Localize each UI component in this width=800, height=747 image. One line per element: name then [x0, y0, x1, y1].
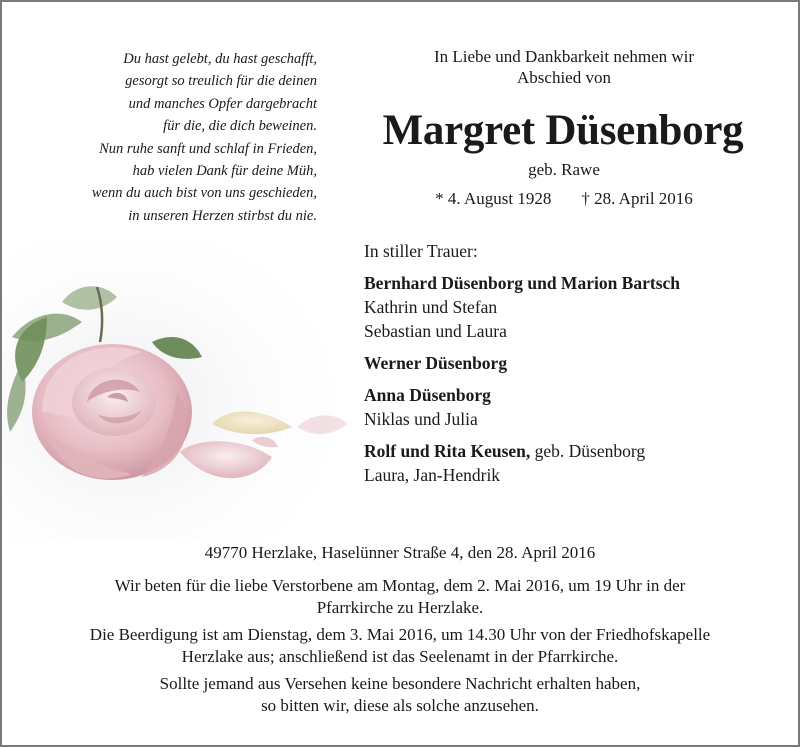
poem-line: in unseren Herzen stirbst du nie. [128, 207, 317, 224]
poem-line: gesorgt so treulich für die deinen [125, 73, 317, 90]
poem-line: für die, die dich beweinen. [163, 118, 317, 135]
mass-line: Pfarrkirche zu Herzlake. [316, 598, 484, 617]
maiden-name: geb. Rawe [528, 160, 600, 179]
mass-info [12, 575, 788, 619]
birth-date: * 4. August 1928 [435, 189, 552, 208]
funeral-line: Die Beerdigung ist am Dienstag, dem 3. Mai 2016, um 14.30 Uhr von der Friedhofskapelle [89, 625, 711, 644]
funeral-info [12, 624, 788, 668]
poem-line: hab vielen Dank für deine Müh, [132, 163, 317, 180]
notice-line: Sollte jemand aus Versehen keine besondere Nachricht erhalten haben, [159, 674, 641, 693]
mourner-name: Bernhard Düsenborg und Marion Bartsch [364, 273, 681, 293]
funeral-line: Herzlake aus; anschließend ist das Seelenamt in der Pfarrkirche. [181, 647, 619, 666]
mourner-name: Rolf und Rita Keusen, [364, 441, 531, 461]
poem-line: und manches Opfer dargebracht [128, 95, 317, 112]
poem-line: wenn du auch bist von uns geschieden, [91, 185, 317, 202]
mourner-line: Laura, Jan-Hendrik [364, 465, 501, 485]
mourner-name: Anna Düsenborg [364, 385, 491, 405]
mourners-heading: In stiller Trauer: [364, 241, 478, 261]
mourner-line: Sebastian und Laura [364, 321, 507, 341]
mourner-name: Werner Düsenborg [364, 353, 508, 373]
address-line: 49770 Herzlake, Haselünner Straße 4, den 28. April 2016 [204, 543, 596, 562]
poem [32, 48, 317, 227]
mourner-line: Kathrin und Stefan [364, 297, 498, 317]
mourner-group [364, 271, 784, 343]
mourner-group [364, 351, 784, 375]
life-dates [364, 188, 764, 210]
mourner-group [364, 439, 784, 487]
mass-line: Wir beten für die liebe Verstorbene am Montag, dem 2. Mai 2016, um 19 Uhr in der [114, 576, 686, 595]
death-date: † 28. April 2016 [581, 189, 693, 208]
intro-line: Abschied von [517, 68, 611, 87]
rose-illustration-icon [2, 242, 352, 542]
footer-info [12, 542, 788, 722]
intro-text [364, 46, 764, 88]
mourners-list [364, 239, 784, 487]
notice-info [12, 673, 788, 717]
notice-line: so bitten wir, diese als solche anzusehen. [261, 696, 539, 715]
mourner-name-suffix: geb. Düsenborg [530, 441, 646, 461]
deceased-name: Margret Düsenborg [382, 107, 744, 154]
poem-line: Nun ruhe sanft und schlaf in Frieden, [99, 140, 317, 157]
mourner-group [364, 383, 784, 431]
poem-line: Du hast gelebt, du hast geschafft, [123, 51, 317, 67]
intro-line: In Liebe und Dankbarkeit nehmen wir [433, 47, 695, 66]
mourner-line: Niklas und Julia [364, 409, 478, 429]
